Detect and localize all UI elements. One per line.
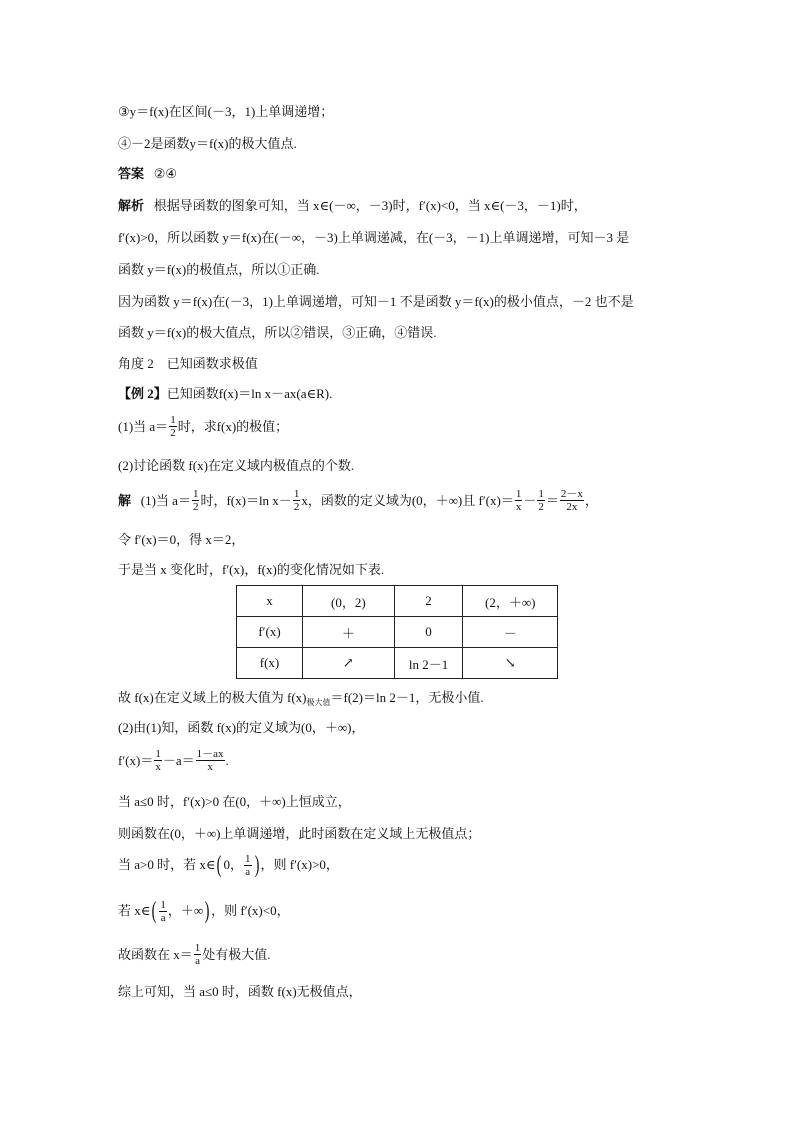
frac-half: $\frac{1}{2}$ — [170, 414, 176, 439]
analysis-label: 解析 — [118, 198, 145, 213]
example-text: 已知函数f(x)＝ln x－ax(a∈R). — [166, 386, 333, 401]
question-1: (1)当 a＝ $\frac{1}{2}$ 时，求f(x)的极值； — [118, 414, 289, 439]
analysis-line-5: 函数 y＝f(x)的极大值点，所以②错误，③正确，④错误. — [118, 325, 437, 340]
case-line-4: 若 x∈( $\frac{1}{a}$ ，＋∞) ，则 f′(x)<0， — [118, 898, 290, 924]
solution-line: 解 (1)当 a＝ $\frac{1}{2}$ 时，f(x)＝ln x－ $\frac{1}{2}$ x，函数的定义域为(0，＋∞)且 f′(x)＝ $\frac{1}{x}$ － $\frac{1}{2}$ ＝ $\frac{2-x}{2x}$ ， — [118, 488, 598, 513]
table-row — [237, 586, 558, 617]
case-line-2: 则函数在(0，＋∞)上单调递增，此时函数在定义域上无极值点； — [118, 826, 481, 841]
variation-table — [236, 585, 558, 679]
decreasing-arrow-icon: ↘ — [463, 648, 558, 679]
table-cell: f′(x) — [237, 617, 303, 648]
example-label: 【例 2】 — [118, 386, 167, 401]
table-cell: f(x) — [237, 648, 303, 679]
answer-label: 答案 — [118, 166, 145, 181]
analysis-line — [118, 198, 587, 214]
table-cell: 0 — [394, 617, 463, 648]
analysis-line-4: 因为函数 y＝f(x)在(－3，1)上单调递增，可知－1 不是函数 y＝f(x)的极小值点，－2 也不是 — [118, 294, 634, 309]
table-row — [237, 648, 558, 679]
analysis-text: 根据导函数的图象可知，当 x∈(－∞，－3)时，f′(x)<0，当 x∈(－3，－1)时， — [153, 198, 587, 213]
line-item4: ④－2是函数y＝f(x)的极大值点. — [118, 136, 297, 151]
set-zero-line: 令 f′(x)＝0，得 x＝2， — [118, 532, 245, 547]
table-cell: ＋ — [303, 617, 395, 648]
derivative-line: f′(x)＝ $\frac{1}{x}$ －a＝ $\frac{1-ax}{x}$ . — [118, 748, 229, 773]
summary-line: 综上可知，当 a≤0 时，函数 f(x)无极值点， — [118, 984, 362, 999]
question-2: (2)讨论函数 f(x)在定义域内极值点的个数. — [118, 458, 355, 473]
table-cell: (0，2) — [303, 586, 395, 617]
case-line-5: 故函数在 x＝ $\frac{1}{a}$ 处有极大值. — [118, 942, 271, 967]
increasing-arrow-icon: ↗ — [303, 648, 395, 679]
example-line — [118, 386, 332, 402]
part2-line: (2)由(1)知，函数 f(x)的定义域为(0，＋∞)， — [118, 720, 365, 735]
answer-line — [118, 166, 177, 182]
solution-label: 解 — [118, 492, 132, 508]
case-line-1: 当 a≤0 时，f′(x)>0 在(0，＋∞)上恒成立， — [118, 794, 351, 809]
analysis-line-3: 函数 y＝f(x)的极值点，所以①正确. — [118, 262, 320, 277]
table-cell: 2 — [394, 586, 463, 617]
table-cell: ln 2－1 — [394, 648, 463, 679]
table-row — [237, 617, 558, 648]
table-intro: 于是当 x 变化时，f′(x)，f(x)的变化情况如下表. — [118, 562, 385, 577]
line-item3: ③y＝f(x)在区间(－3，1)上单调递增； — [118, 104, 334, 119]
table-cell: x — [237, 586, 303, 617]
table-cell: － — [463, 617, 558, 648]
max-value-line: 故 f(x)在定义域上的极大值为 $f(x)_{极大值}=f(2)=\ln$ 2－1，无极小值. — [118, 690, 484, 707]
case-line-3: 当 a>0 时，若 x∈( 0， $\frac{1}{a}$ ) ，则 f′(x)>0， — [118, 852, 339, 878]
answer-value: ②④ — [153, 166, 178, 181]
analysis-line-2: f′(x)>0，所以函数 y＝f(x)在(－∞，－3)上单调递减，在(－3，－1)上单调递增，可知－3 是 — [118, 230, 630, 245]
angle-heading: 角度 2 已知函数求极值 — [118, 356, 258, 371]
table-cell: (2，＋∞) — [463, 586, 558, 617]
